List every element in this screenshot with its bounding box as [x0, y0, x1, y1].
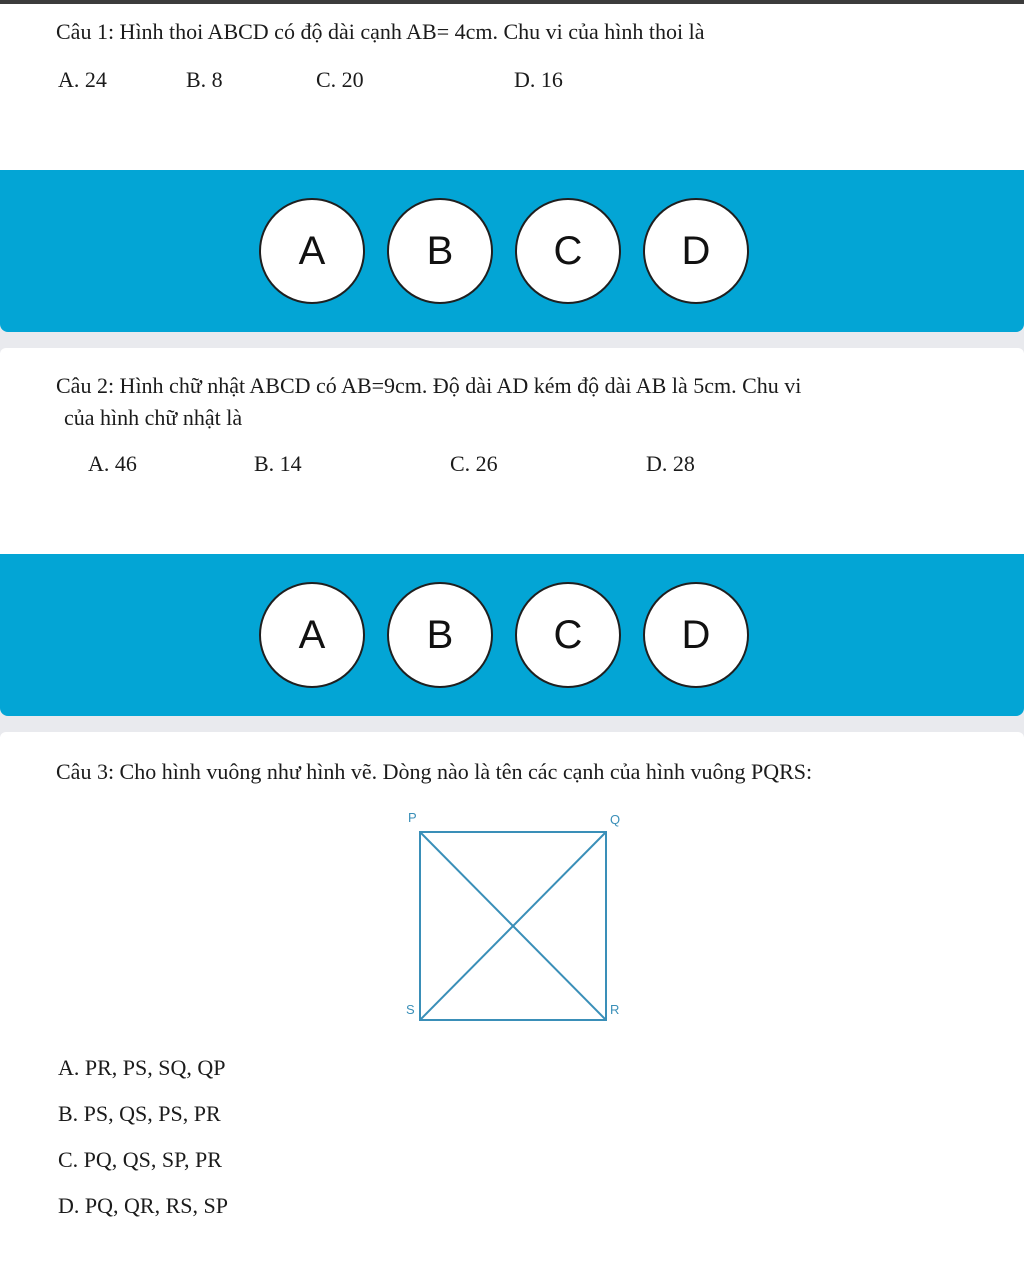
question-2-answer-d-button[interactable]: D	[643, 582, 749, 688]
question-2-option-b: B. 14	[254, 451, 302, 476]
question-2-option-d: D. 28	[646, 451, 695, 476]
question-1-answer-b-button[interactable]: B	[387, 198, 493, 304]
square-pqrs-figure	[396, 804, 636, 1036]
question-2-answer-a-button[interactable]: A	[259, 582, 365, 688]
question-1-option-a: A. 24	[58, 67, 107, 92]
vertex-label-s: S	[406, 1002, 415, 1017]
question-2-answer-b-button[interactable]: B	[387, 582, 493, 688]
question-3-option-d: D. PQ, QR, RS, SP	[58, 1193, 228, 1218]
question-1-answer-d-button[interactable]: D	[643, 198, 749, 304]
question-1-option-c: C. 20	[316, 67, 364, 92]
question-1-answer-c-button[interactable]: C	[515, 198, 621, 304]
question-1-answer-a-button[interactable]: A	[259, 198, 365, 304]
question-2-card	[0, 348, 1024, 554]
question-1-option-b: B. 8	[186, 67, 223, 92]
question-1-answer-bar	[0, 170, 1024, 332]
question-3-option-c: C. PQ, QS, SP, PR	[58, 1147, 222, 1172]
question-2-option-c: C. 26	[450, 451, 498, 476]
question-2-text-line-1: Câu 2: Hình chữ nhật ABCD có AB=9cm. Độ dài AD kém độ dài AB là 5cm. Chu vi	[56, 373, 802, 398]
question-2-text-line-2: của hình chữ nhật là	[64, 405, 243, 430]
question-3-text: Câu 3: Cho hình vuông như hình vẽ. Dòng nào là tên các cạnh của hình vuông PQRS:	[56, 759, 813, 784]
question-3-option-a: A. PR, PS, SQ, QP	[58, 1055, 226, 1080]
question-2-answer-bar	[0, 554, 1024, 716]
vertex-label-q: Q	[610, 812, 621, 827]
question-2-answer-c-button[interactable]: C	[515, 582, 621, 688]
vertex-label-r: R	[610, 1002, 620, 1017]
question-1-text: Câu 1: Hình thoi ABCD có độ dài cạnh AB= 4cm. Chu vi của hình thoi là	[56, 19, 705, 44]
question-3-option-b: B. PS, QS, PS, PR	[58, 1101, 221, 1126]
question-1-card	[0, 4, 1024, 170]
question-2-option-a: A. 46	[88, 451, 137, 476]
vertex-label-p: P	[408, 810, 417, 825]
question-1-option-d: D. 16	[514, 67, 563, 92]
